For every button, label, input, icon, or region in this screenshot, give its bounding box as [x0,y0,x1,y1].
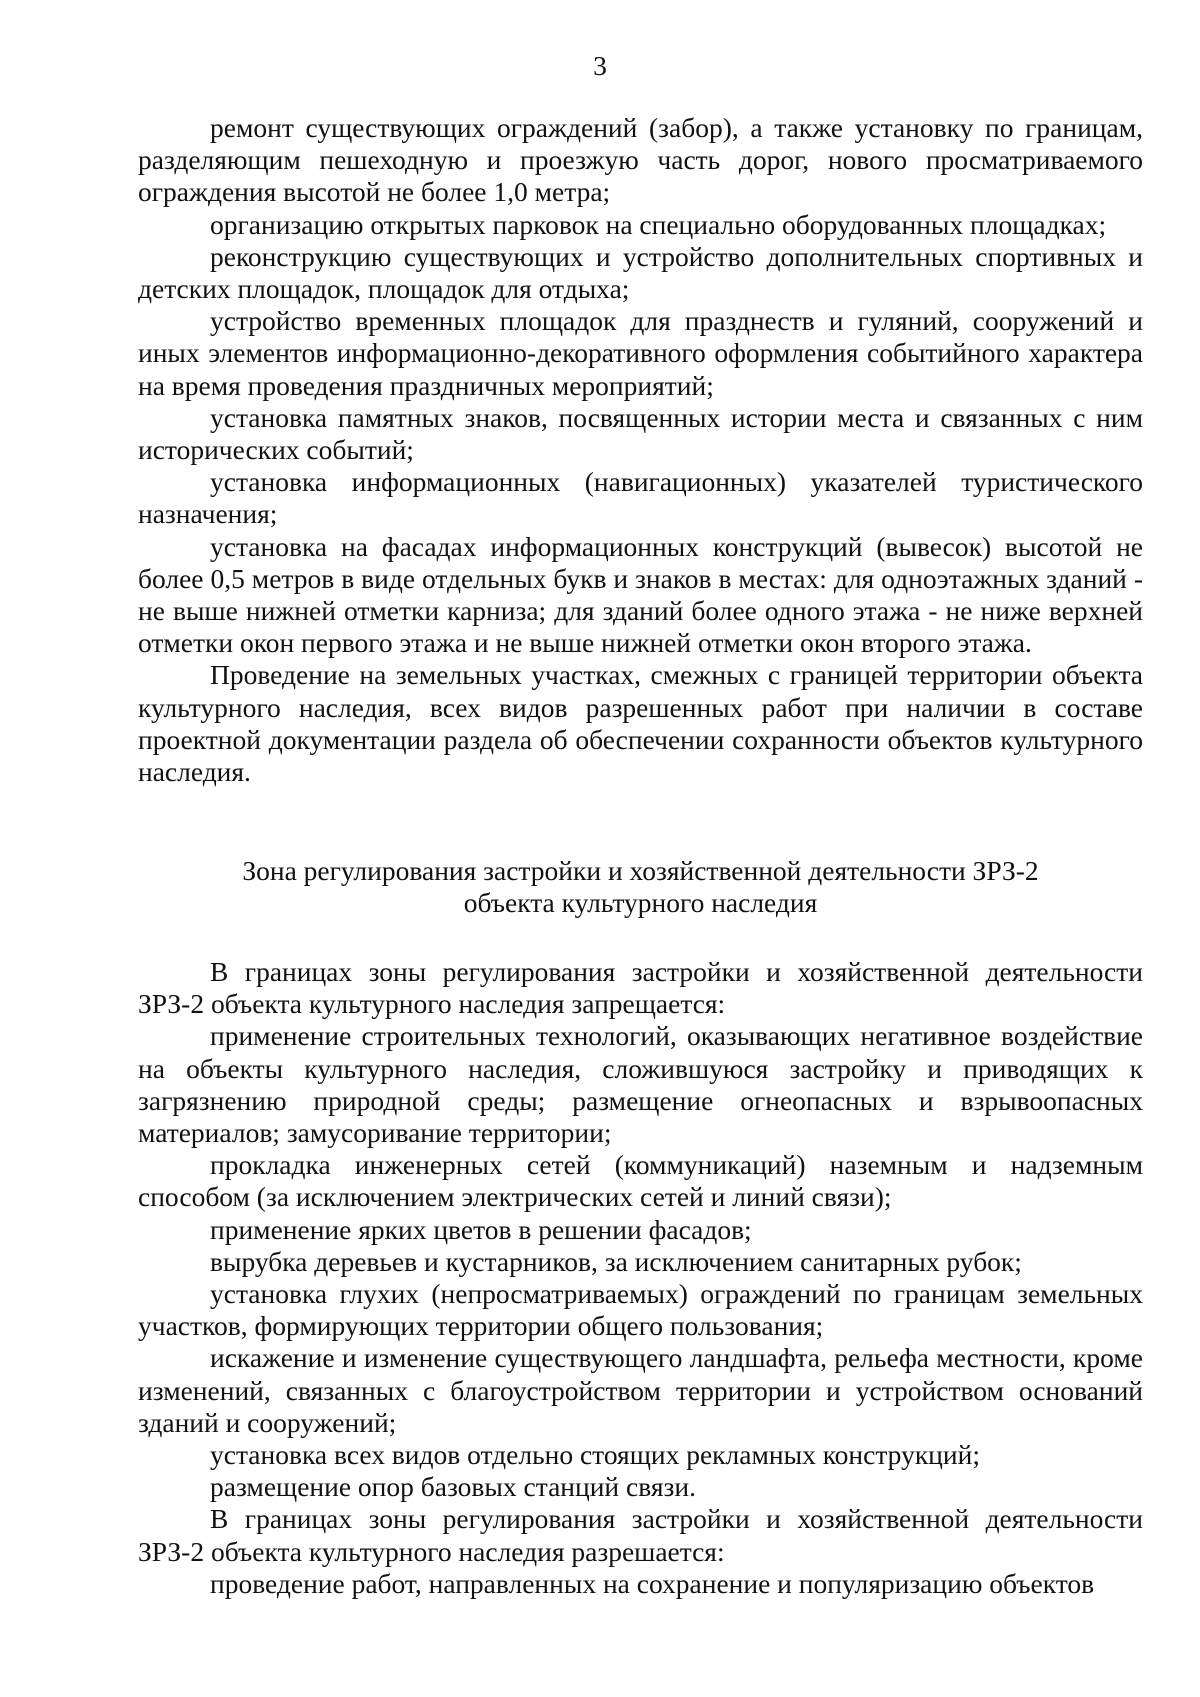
paragraph: прокладка инженерных сетей (коммуникаций) наземным и надземным способом (за исключением электрических сетей и линий связи); [138,1149,1143,1213]
page-number: 3 [593,50,607,81]
section-heading-line: Зона регулирования застройки и хозяйственной деятельности ЗРЗ-2 [242,855,1039,886]
paragraph: установка информационных (навигационных) указателей туристического назначения; [138,466,1143,530]
paragraph: установка на фасадах информационных конструкций (вывесок) высотой не более 0,5 метров в виде отдельных букв и знаков в местах: для одноэтажных зданий - не выше нижней отметки карниза; для зданий более одного этажа - не ниже верхней отметки окон первого этажа и не выше нижней отметки окон второго этажа. [138,530,1143,659]
section-heading [138,855,1143,919]
section-zrz2-rules [138,956,1143,1600]
paragraph: организацию открытых парковок на специально оборудованных площадках; [210,208,1107,240]
paragraph: вырубка деревьев и кустарников, за исключением санитарных рубок; [210,1245,1022,1277]
paragraph: применение строительных технологий, оказывающих негативное воздействие на объекты культурного наследия, сложившуюся застройку и приводящих к загрязнению природной среды; размещение огнеопасных и взрывоопасных материалов; замусоривание территории; [138,1020,1143,1149]
paragraph: ремонт существующих ограждений (забор), а также установку по границам, разделяющим пешеходную и проезжую часть дорог, нового просматриваемого ограждения высотой не более 1,0 метра; [138,112,1143,208]
paragraph: применение ярких цветов в решении фасадов; [210,1213,752,1245]
paragraph: В границах зоны регулирования застройки и хозяйственной деятельности ЗРЗ-2 объекта культурного наследия разрешается: [138,1503,1143,1567]
paragraph: установка глухих (непросматриваемых) ограждений по границам земельных участков, формирующих территории общего пользования; [138,1278,1143,1342]
paragraph: устройство временных площадок для празднеств и гуляний, сооружений и иных элементов информационно-декоративного оформления событийного характера на время проведения праздничных мероприятий; [138,305,1143,401]
paragraph: проведение работ, направленных на сохранение и популяризацию объектов [210,1567,1095,1599]
section-heading-line: объекта культурного наследия [463,887,818,919]
paragraph: установка памятных знаков, посвященных истории места и связанных с ним исторических событий; [138,401,1143,466]
paragraph: установка всех видов отдельно стоящих рекламных конструкций; [210,1439,980,1471]
section-permitted-works [138,112,1143,788]
paragraph: Проведение на земельных участках, смежных с границей территории объекта культурного наследия, всех видов разрешенных работ при наличии в составе проектной документации раздела об обеспечении сохранности объектов культурного наследия. [138,659,1143,788]
paragraph: реконструкцию существующих и устройство дополнительных спортивных и детских площадок, площадок для отдыха; [138,240,1143,305]
paragraph: искажение и изменение существующего ландшафта, рельефа местности, кроме изменений, связанных с благоустройством территории и устройством оснований зданий и сооружений; [138,1342,1143,1438]
paragraph: размещение опор базовых станций связи. [210,1471,696,1503]
paragraph: В границах зоны регулирования застройки и хозяйственной деятельности ЗРЗ-2 объекта культурного наследия запрещается: [138,956,1143,1020]
